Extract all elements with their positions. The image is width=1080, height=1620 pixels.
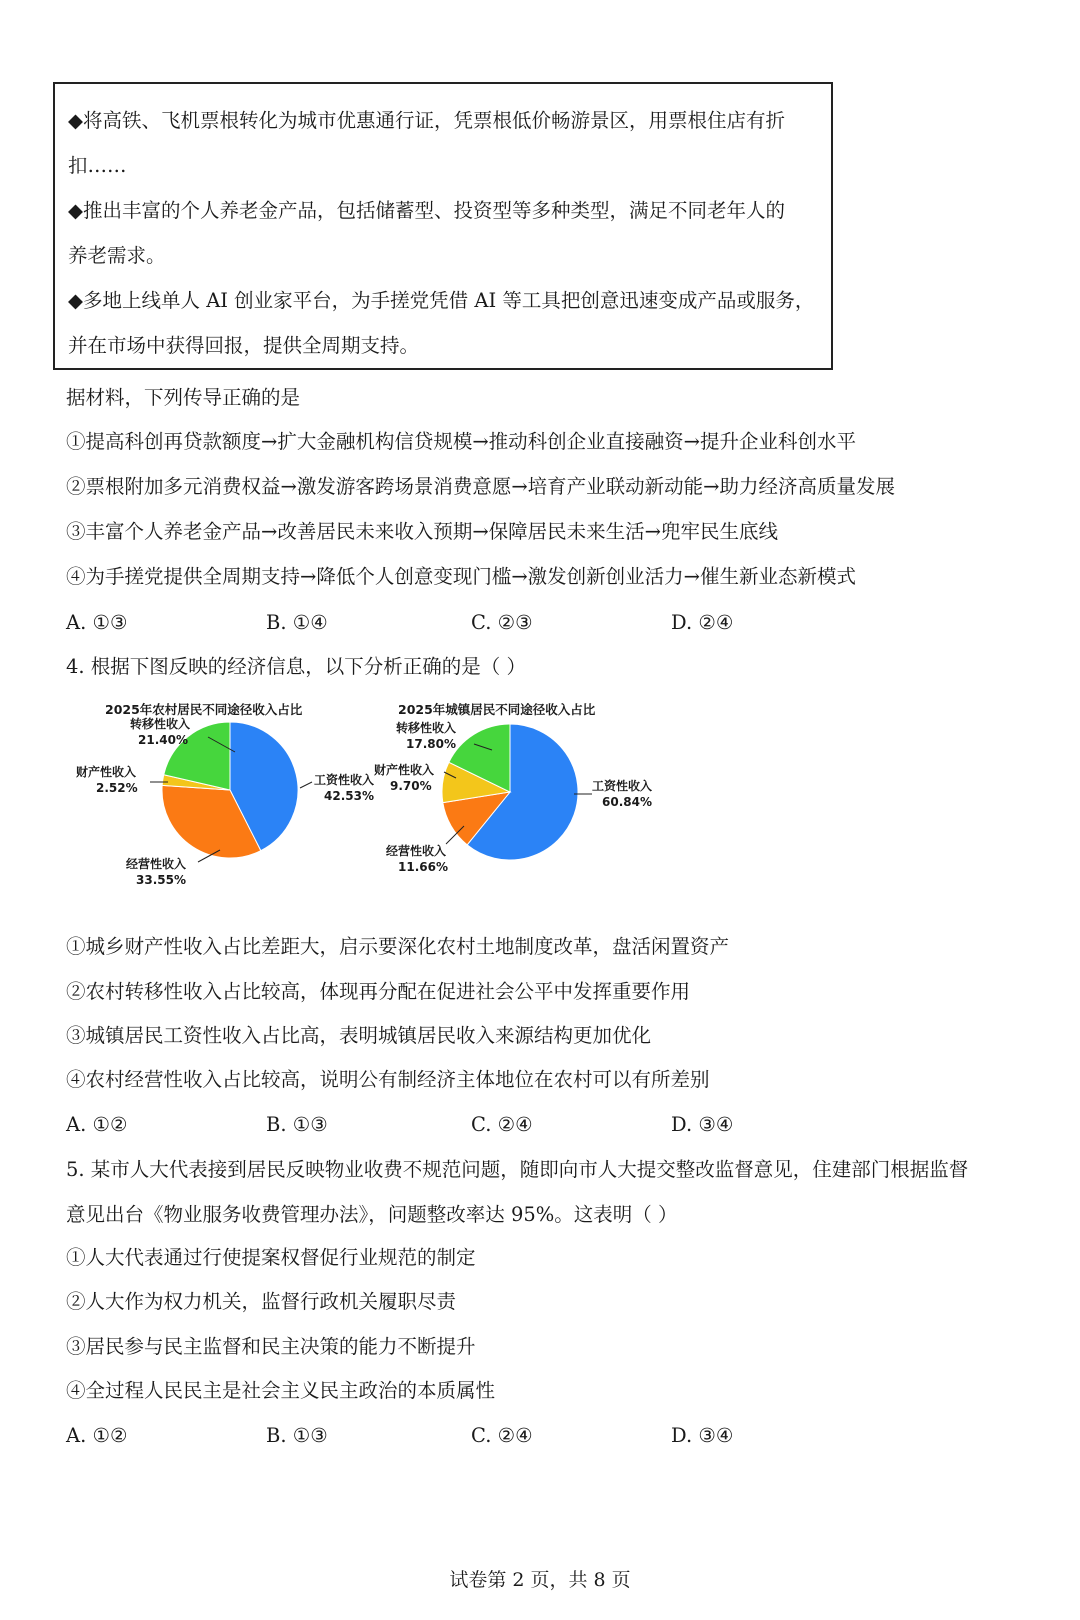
q4-item-4: ④农村经营性收入占比较高，说明公有制经济主体地位在农村可以有所差别 — [66, 1068, 710, 1091]
q3-item-1: ①提高科创再贷款额度→扩大金融机构信贷规模→推动科创企业直接融资→提升企业科创水平 — [66, 430, 857, 453]
q5-option-d[interactable]: D. ③④ — [671, 1424, 734, 1447]
q4-option-a[interactable]: A. ①② — [66, 1113, 128, 1136]
urban-value-wage: 60.84% — [602, 795, 652, 809]
rural-value-business: 33.55% — [136, 873, 186, 887]
rural-label-wage: 工资性收入 — [314, 773, 375, 787]
urban-pie-svg — [374, 700, 730, 910]
rural-label-transfer: 转移性收入 — [130, 717, 191, 731]
q5-item-2: ②人大作为权力机关，监督行政机关履职尽责 — [66, 1290, 457, 1313]
q3-options — [66, 608, 866, 638]
rural-label-business: 经营性收入 — [126, 857, 187, 871]
q4-option-d[interactable]: D. ③④ — [671, 1113, 734, 1136]
material-item-3-line-1: ◆多地上线单人 AI 创业家平台，为手搓党凭借 AI 等工具把创意迅速变成产品或服务， — [68, 289, 815, 312]
material-item-1-line-1: ◆将高铁、飞机票根转化为城市优惠通行证，凭票根低价畅游景区，用票根住店有折 — [68, 109, 785, 132]
urban-label-business: 经营性收入 — [386, 844, 447, 858]
q3-item-4: ④为手搓党提供全周期支持→降低个人创意变现门槛→激发创新创业活力→催生新业态新模式 — [66, 565, 857, 588]
q3-item-2: ②票根附加多元消费权益→激发游客跨场景消费意愿→培育产业联动新动能→助力经济高质量发展 — [66, 475, 896, 498]
q3-option-a[interactable]: A. ①③ — [66, 611, 128, 634]
q5-option-c[interactable]: C. ②④ — [471, 1424, 533, 1447]
material-item-3-line-2: 并在市场中获得回报，提供全周期支持。 — [68, 334, 420, 357]
rural-label-property: 财产性收入 — [76, 765, 137, 779]
material-item-1-line-2: 扣…… — [68, 154, 127, 177]
rural-value-wage: 42.53% — [324, 789, 374, 803]
urban-value-business: 11.66% — [398, 860, 448, 874]
urban-value-property: 9.70% — [390, 779, 432, 793]
material-item-2-line-1: ◆推出丰富的个人养老金产品，包括储蓄型、投资型等多种类型，满足不同老年人的 — [68, 199, 785, 222]
q3-item-3: ③丰富个人养老金产品→改善居民未来收入预期→保障居民未来生活→兜牢民生底线 — [66, 520, 779, 543]
q5-item-1: ①人大代表通过行使提案权督促行业规范的制定 — [66, 1246, 476, 1269]
q4-item-3: ③城镇居民工资性收入占比高，表明城镇居民收入来源结构更加优化 — [66, 1024, 652, 1047]
q5-item-4: ④全过程人民民主是社会主义民主政治的本质属性 — [66, 1379, 496, 1402]
q3-option-b[interactable]: B. ①④ — [266, 611, 328, 634]
materials-box — [53, 82, 833, 370]
urban-chart-title: 2025年城镇居民不同途径收入占比 — [398, 702, 596, 717]
q4-stem: 4. 根据下图反映的经济信息，以下分析正确的是（ ） — [66, 655, 527, 678]
q5-option-a[interactable]: A. ①② — [66, 1424, 128, 1447]
q4-options — [66, 1110, 866, 1140]
rural-value-property: 2.52% — [96, 781, 138, 795]
q4-item-2: ②农村转移性收入占比较高，体现再分配在促进社会公平中发挥重要作用 — [66, 980, 691, 1003]
q4-option-c[interactable]: C. ②④ — [471, 1113, 533, 1136]
rural-chart-title: 2025年农村居民不同途径收入占比 — [105, 702, 303, 717]
q3-option-d[interactable]: D. ②④ — [671, 611, 734, 634]
urban-label-transfer: 转移性收入 — [396, 721, 457, 735]
page-footer: 试卷第 2 页，共 8 页 — [449, 1569, 631, 1591]
q5-option-b[interactable]: B. ①③ — [266, 1424, 328, 1447]
rural-pie-svg — [76, 700, 430, 910]
urban-label-property: 财产性收入 — [374, 763, 435, 777]
urban-value-transfer: 17.80% — [406, 737, 456, 751]
q4-item-1: ①城乡财产性收入占比差距大，启示要深化农村土地制度改革，盘活闲置资产 — [66, 935, 730, 958]
material-item-2-line-2: 养老需求。 — [68, 244, 166, 267]
q4-option-b[interactable]: B. ①③ — [266, 1113, 328, 1136]
urban-label-wage: 工资性收入 — [592, 779, 653, 793]
q5-item-3: ③居民参与民主监督和民主决策的能力不断提升 — [66, 1335, 476, 1358]
q5-stem-line-2: 意见出台《物业服务收费管理办法》，问题整改率达 95%。这表明（ ） — [66, 1203, 678, 1226]
rural-value-transfer: 21.40% — [138, 733, 188, 747]
q3-option-c[interactable]: C. ②③ — [471, 611, 533, 634]
q5-options — [66, 1421, 866, 1451]
q5-stem-line-1: 5. 某市人大代表接到居民反映物业收费不规范问题，随即向市人大提交整改监督意见，住建部门根据监督 — [66, 1158, 969, 1181]
q3-stem: 据材料，下列传导正确的是 — [66, 386, 301, 409]
